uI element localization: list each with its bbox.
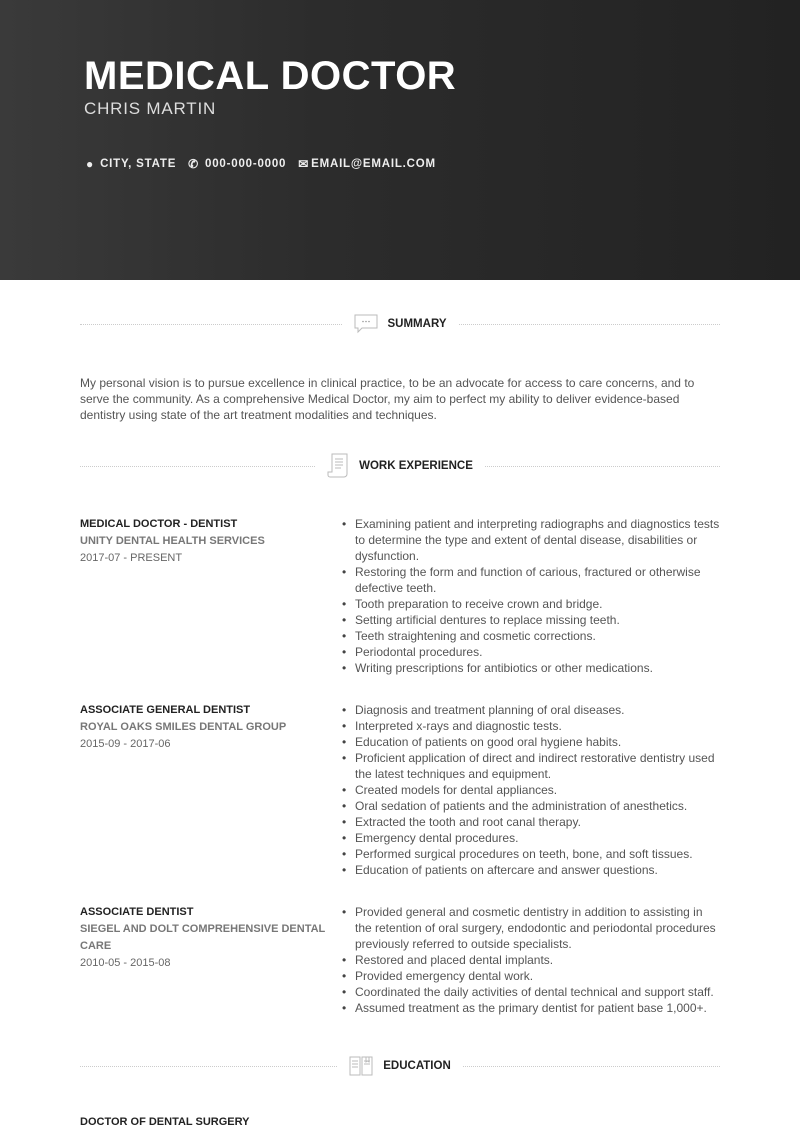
job-bullet: • Restored and placed dental implants. [355, 952, 720, 968]
scroll-document-icon [327, 453, 349, 479]
speech-bubble-icon [354, 314, 378, 334]
section-heading-education [80, 1056, 720, 1076]
job-bullet: • Coordinated the daily activities of dental technical and support staff. [355, 984, 720, 1000]
job-dates: 2010-05 - 2015-08 [80, 957, 171, 969]
job-dates: 2017-07 - PRESENT [80, 552, 183, 564]
job-company: UNITY DENTAL HEALTH SERVICES [80, 535, 265, 547]
job-bullet: • Interpreted x-rays and diagnostic tests. [355, 718, 720, 734]
divider [459, 324, 721, 325]
job-bullet: • Examining patient and interpreting radiographs and diagnostics tests to determine the type and extent of dental disease, disabilities or dysfunction. [355, 516, 720, 564]
job-bullet: • Setting artificial dentures to replace missing teeth. [355, 612, 720, 628]
job-dates: 2015-09 - 2017-06 [80, 738, 171, 750]
job-bullet: • Education of patients on aftercare and answer questions. [355, 862, 720, 878]
job-bullets [355, 702, 720, 878]
email[interactable]: EMAIL@EMAIL.COM [311, 158, 436, 170]
job-bullet: • Oral sedation of patients and the administration of anesthetics. [355, 798, 720, 814]
summary-text: My personal vision is to pursue excellence in clinical practice, to be an advocate for access to care concerns, and to serve the community. As a comprehensive Medical Doctor, my aim to perfect my ability to deliver evidence-based dentistry using state of the art treatment modalities and techniques. [80, 376, 695, 422]
job-bullet: • Tooth preparation to receive crown and bridge. [355, 596, 720, 612]
phone: 000-000-0000 [205, 158, 287, 170]
divider [80, 324, 342, 325]
job-bullet: • Proficient application of direct and indirect restorative dentistry used the latest techniques and equipment. [355, 750, 720, 782]
education-degree: DOCTOR OF DENTAL SURGERY [80, 1116, 250, 1128]
job-bullet: • Extracted the tooth and root canal therapy. [355, 814, 720, 830]
job-bullet: • Periodontal procedures. [355, 644, 720, 660]
job-position: MEDICAL DOCTOR - DENTIST [80, 518, 238, 530]
divider [80, 466, 315, 467]
job-position: ASSOCIATE GENERAL DENTIST [80, 704, 251, 716]
job-bullet: • Provided general and cosmetic dentistry in addition to assisting in the retention of oral surgery, endodontic and periodontal procedures previously referred to outside specialists. [355, 904, 720, 952]
divider [463, 1066, 720, 1067]
job-bullet: • Assumed treatment as the primary dentist for patient base 1,000+. [355, 1000, 720, 1016]
job-bullets [355, 516, 720, 676]
job-company: SIEGEL AND DOLT COMPREHENSIVE DENTAL CARE [80, 923, 326, 952]
envelope-icon: ✉ [298, 157, 310, 171]
job-position: ASSOCIATE DENTIST [80, 906, 194, 918]
job-bullet: • Education of patients on good oral hygiene habits. [355, 734, 720, 750]
candidate-name: CHRIS MARTIN [84, 99, 217, 118]
job-bullet: • Writing prescriptions for antibiotics or other medications. [355, 660, 720, 676]
section-heading-work-experience [80, 456, 720, 476]
divider [80, 1066, 337, 1067]
job-bullet: • Provided emergency dental work. [355, 968, 720, 984]
job-bullet: • Diagnosis and treatment planning of oral diseases. [355, 702, 720, 718]
section-title: WORK EXPERIENCE [359, 460, 473, 472]
section-heading-summary [80, 314, 720, 334]
job-bullet: • Teeth straightening and cosmetic corrections. [355, 628, 720, 644]
contact-info [86, 157, 448, 171]
job-title: MEDICAL DOCTOR [84, 54, 457, 98]
section-title: EDUCATION [383, 1060, 451, 1072]
job-bullet: • Created models for dental appliances. [355, 782, 720, 798]
job-bullets [355, 904, 720, 1016]
job-bullet: • Performed surgical procedures on teeth, bone, and soft tissues. [355, 846, 720, 862]
job-company: ROYAL OAKS SMILES DENTAL GROUP [80, 721, 287, 733]
divider [485, 466, 720, 467]
job-bullet: • Restoring the form and function of carious, fractured or otherwise defective teeth. [355, 564, 720, 596]
location-pin-icon: ● [86, 157, 95, 171]
job-bullet: • Emergency dental procedures. [355, 830, 720, 846]
resume-header [0, 0, 800, 280]
phone-icon: ✆ [188, 157, 200, 171]
location: CITY, STATE [100, 158, 177, 170]
open-book-icon [349, 1055, 373, 1077]
section-title: SUMMARY [387, 318, 447, 330]
